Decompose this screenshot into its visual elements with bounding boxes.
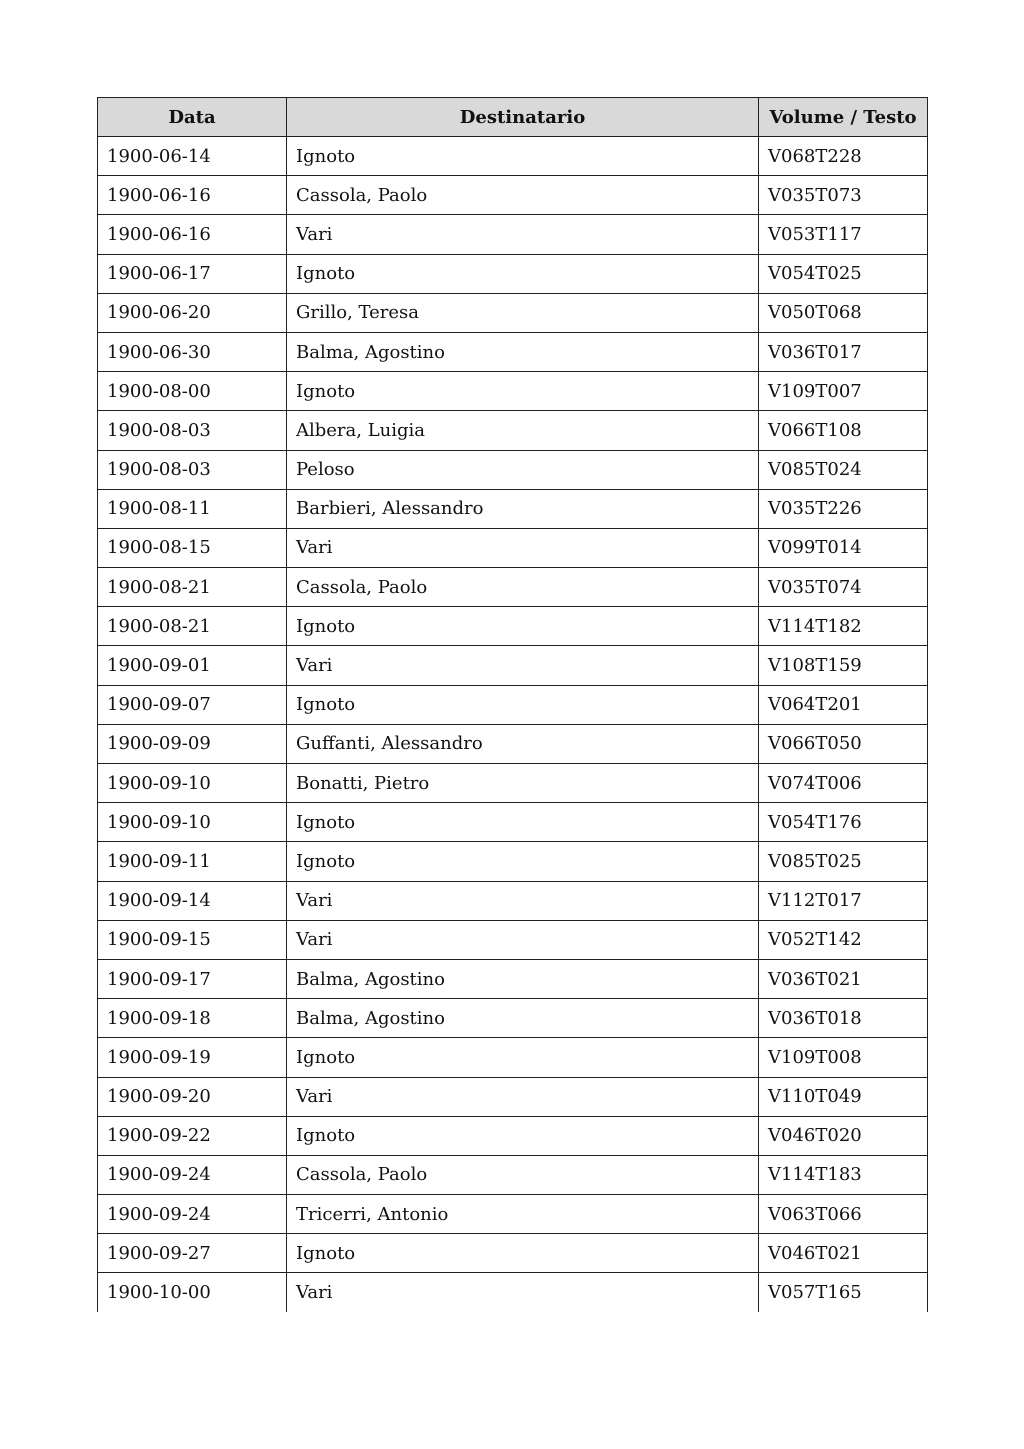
table-row [98,176,928,215]
cell-volume-text: V052T142 [759,920,928,959]
cell-volume-text: V114T182 [759,607,928,646]
table-body [98,137,928,1313]
cell-date: 1900-09-24 [98,1195,287,1234]
cell-recipient: Balma, Agostino [287,999,759,1038]
cell-volume-text: V108T159 [759,646,928,685]
cell-date: 1900-06-16 [98,215,287,254]
cell-recipient: Grillo, Teresa [287,293,759,332]
table-row [98,1077,928,1116]
cell-recipient: Vari [287,215,759,254]
cell-date: 1900-09-01 [98,646,287,685]
table-row [98,803,928,842]
cell-date: 1900-09-24 [98,1155,287,1194]
cell-date: 1900-08-11 [98,489,287,528]
cell-volume-text: V068T228 [759,137,928,176]
table-row [98,1234,928,1273]
cell-recipient: Vari [287,920,759,959]
cell-recipient: Bonatti, Pietro [287,764,759,803]
cell-volume-text: V066T108 [759,411,928,450]
cell-volume-text: V046T021 [759,1234,928,1273]
cell-volume-text: V036T017 [759,332,928,371]
table-row [98,1273,928,1312]
table-row [98,1116,928,1155]
table-row [98,881,928,920]
cell-date: 1900-09-09 [98,724,287,763]
cell-date: 1900-08-15 [98,528,287,567]
table-row [98,411,928,450]
cell-date: 1900-09-18 [98,999,287,1038]
table-row [98,1155,928,1194]
cell-date: 1900-06-14 [98,137,287,176]
table-row [98,332,928,371]
table-row [98,137,928,176]
cell-recipient: Ignoto [287,607,759,646]
table-header [98,98,928,137]
cell-recipient: Tricerri, Antonio [287,1195,759,1234]
cell-date: 1900-06-17 [98,254,287,293]
cell-date: 1900-08-21 [98,568,287,607]
cell-recipient: Peloso [287,450,759,489]
cell-date: 1900-06-30 [98,332,287,371]
table-row [98,372,928,411]
cell-volume-text: V035T226 [759,489,928,528]
cell-date: 1900-09-14 [98,881,287,920]
cell-date: 1900-08-03 [98,411,287,450]
header-volume-text: Volume / Testo [759,98,928,137]
table-row [98,724,928,763]
cell-volume-text: V110T049 [759,1077,928,1116]
cell-volume-text: V057T165 [759,1273,928,1312]
cell-date: 1900-09-15 [98,920,287,959]
cell-recipient: Cassola, Paolo [287,568,759,607]
cell-volume-text: V064T201 [759,685,928,724]
table-row [98,215,928,254]
cell-recipient: Vari [287,528,759,567]
cell-date: 1900-06-16 [98,176,287,215]
table-row [98,607,928,646]
cell-date: 1900-09-07 [98,685,287,724]
cell-recipient: Vari [287,1273,759,1312]
cell-volume-text: V114T183 [759,1155,928,1194]
cell-recipient: Vari [287,646,759,685]
cell-recipient: Ignoto [287,803,759,842]
header-row [98,98,928,137]
cell-volume-text: V050T068 [759,293,928,332]
cell-volume-text: V074T006 [759,764,928,803]
table-row [98,1038,928,1077]
cell-volume-text: V054T025 [759,254,928,293]
cell-recipient: Ignoto [287,842,759,881]
table-row [98,254,928,293]
cell-recipient: Ignoto [287,1038,759,1077]
cell-date: 1900-10-00 [98,1273,287,1312]
cell-date: 1900-09-10 [98,764,287,803]
cell-volume-text: V054T176 [759,803,928,842]
cell-volume-text: V099T014 [759,528,928,567]
cell-recipient: Cassola, Paolo [287,176,759,215]
cell-volume-text: V112T017 [759,881,928,920]
cell-recipient: Barbieri, Alessandro [287,489,759,528]
table-row [98,764,928,803]
cell-recipient: Ignoto [287,137,759,176]
cell-date: 1900-09-17 [98,959,287,998]
cell-recipient: Balma, Agostino [287,959,759,998]
cell-volume-text: V035T074 [759,568,928,607]
table-row [98,646,928,685]
cell-volume-text: V109T008 [759,1038,928,1077]
letters-table [97,97,928,1312]
cell-date: 1900-08-00 [98,372,287,411]
header-date: Data [98,98,287,137]
table-row [98,959,928,998]
cell-volume-text: V109T007 [759,372,928,411]
cell-recipient: Ignoto [287,685,759,724]
table-row [98,489,928,528]
cell-recipient: Ignoto [287,1116,759,1155]
cell-volume-text: V046T020 [759,1116,928,1155]
cell-recipient: Balma, Agostino [287,332,759,371]
cell-date: 1900-08-21 [98,607,287,646]
cell-volume-text: V036T021 [759,959,928,998]
cell-volume-text: V035T073 [759,176,928,215]
table-row [98,842,928,881]
table-row [98,999,928,1038]
table-row [98,568,928,607]
cell-recipient: Ignoto [287,254,759,293]
header-recipient: Destinatario [287,98,759,137]
cell-recipient: Vari [287,1077,759,1116]
cell-date: 1900-09-11 [98,842,287,881]
cell-volume-text: V053T117 [759,215,928,254]
table-row [98,1195,928,1234]
cell-date: 1900-09-22 [98,1116,287,1155]
cell-recipient: Ignoto [287,1234,759,1273]
cell-volume-text: V036T018 [759,999,928,1038]
cell-recipient: Guffanti, Alessandro [287,724,759,763]
cell-recipient: Albera, Luigia [287,411,759,450]
table-row [98,528,928,567]
table-row [98,450,928,489]
cell-date: 1900-09-27 [98,1234,287,1273]
cell-volume-text: V063T066 [759,1195,928,1234]
cell-date: 1900-09-20 [98,1077,287,1116]
cell-recipient: Vari [287,881,759,920]
cell-date: 1900-06-20 [98,293,287,332]
table-row [98,293,928,332]
cell-date: 1900-09-10 [98,803,287,842]
table-row [98,685,928,724]
cell-date: 1900-08-03 [98,450,287,489]
cell-volume-text: V066T050 [759,724,928,763]
cell-recipient: Ignoto [287,372,759,411]
cell-volume-text: V085T024 [759,450,928,489]
cell-volume-text: V085T025 [759,842,928,881]
table-row [98,920,928,959]
cell-recipient: Cassola, Paolo [287,1155,759,1194]
cell-date: 1900-09-19 [98,1038,287,1077]
